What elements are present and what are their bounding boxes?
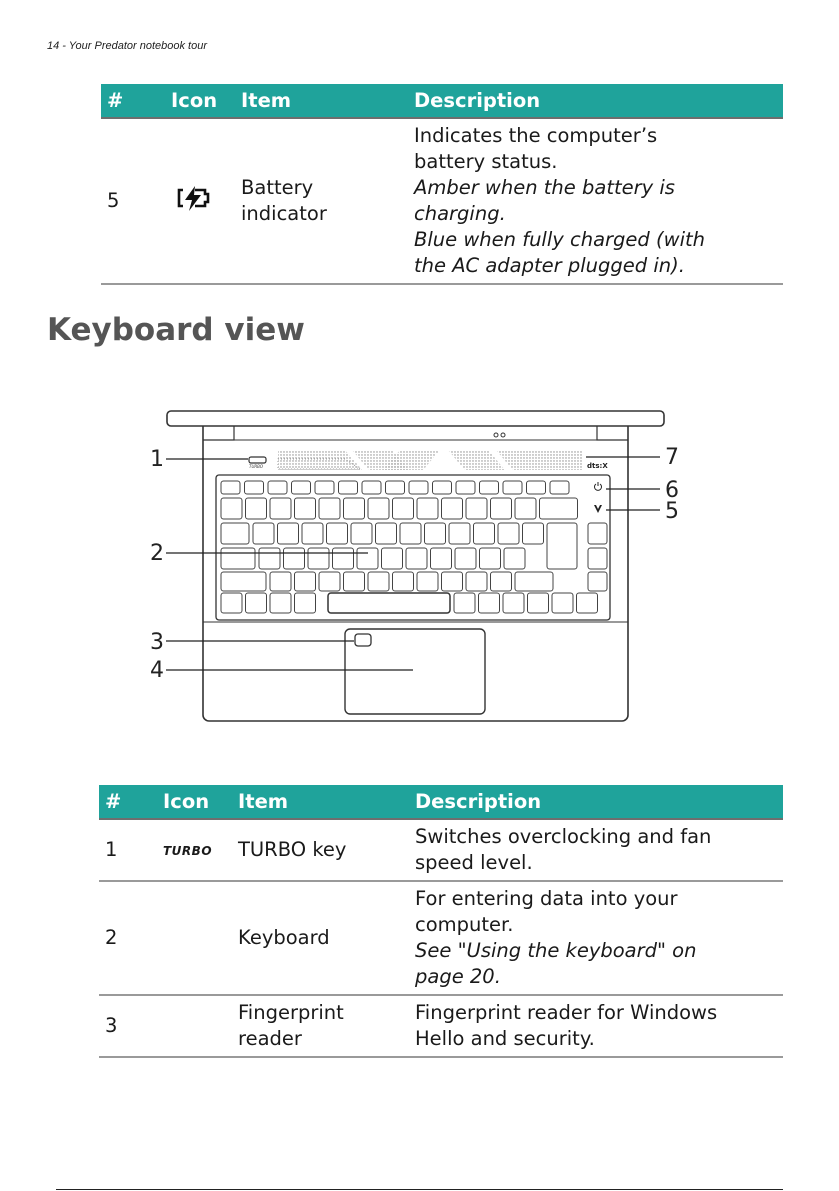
keyboard-key [295, 498, 316, 519]
keyboard-key [270, 572, 291, 591]
predator-logo-icon [594, 505, 602, 513]
battery-charging-icon [165, 118, 235, 284]
row-description [408, 118, 783, 284]
col-description-header: Description [409, 785, 783, 819]
turbo-button-text: TURBO [249, 464, 264, 469]
row-number: 1 [99, 819, 157, 881]
keyboard-key [491, 498, 512, 519]
keyboard-key [433, 481, 452, 494]
desc-note-line: See "Using the keyboard" on [415, 939, 697, 962]
keyboard-key [503, 481, 522, 494]
row-icon [157, 995, 232, 1057]
table-header-row [99, 785, 783, 819]
desc-line: computer. [415, 913, 514, 936]
col-description-header: Description [408, 84, 783, 118]
col-icon-header: Icon [165, 84, 235, 118]
keyboard-key [268, 481, 287, 494]
row-item [235, 118, 408, 284]
keyboard-key [368, 498, 389, 519]
keyboard-key [362, 481, 381, 494]
keyboard-key [504, 548, 525, 569]
keyboard-key [339, 481, 358, 494]
keyboard-key [319, 572, 340, 591]
desc-note-line: the AC adapter plugged in). [414, 254, 685, 277]
keyboard-key [523, 523, 544, 544]
spacebar [328, 593, 450, 613]
keyboard-key [400, 523, 421, 544]
keyboard-key [588, 548, 607, 569]
desc-line: Switches overclocking and fan [415, 825, 712, 848]
speaker-grille-section [448, 450, 505, 470]
keyboard-key [393, 498, 414, 519]
item-line: Fingerprint [238, 1001, 344, 1024]
power-icon [595, 482, 602, 490]
section-title: Keyboard view [47, 312, 305, 348]
keyboard-key [456, 481, 475, 494]
keyboard-key [221, 572, 266, 591]
keyboard-key [480, 481, 499, 494]
row-number: 5 [101, 118, 165, 284]
keyboard-key [351, 523, 372, 544]
keyboard-key [221, 548, 255, 569]
keyboard-key [417, 572, 438, 591]
keyboard-key [221, 593, 242, 613]
desc-line: For entering data into your [415, 887, 678, 910]
keyboard-diagram [130, 400, 690, 730]
keyboard-key [528, 593, 549, 613]
item-line: reader [238, 1027, 302, 1050]
keyboard-key [442, 572, 463, 591]
keyboard-key [466, 498, 487, 519]
keyboard-key [245, 481, 264, 494]
keyboard-key [515, 572, 553, 591]
callout-label-7: 7 [665, 445, 679, 470]
keyboard-key [221, 523, 249, 544]
desc-line: Indicates the computer’s [414, 124, 658, 147]
callout-label-1: 1 [150, 447, 164, 472]
callout-label-2: 2 [150, 541, 164, 566]
row-number: 2 [99, 881, 157, 995]
keyboard-key [344, 572, 365, 591]
keyboard-key [466, 572, 487, 591]
indicator-table [101, 84, 783, 285]
row-item [232, 995, 409, 1057]
dts-logo: dts:X [587, 462, 608, 470]
keyboard-key [382, 548, 403, 569]
laptop-body [203, 426, 628, 721]
keyboard-key [393, 572, 414, 591]
keyboard-key [246, 498, 267, 519]
keyboard-key [270, 498, 291, 519]
keyboard-key [454, 593, 475, 613]
keyboard-key [344, 498, 365, 519]
desc-line: Hello and security. [415, 1027, 595, 1050]
keyboard-key [295, 593, 316, 613]
keyboard-key [333, 548, 354, 569]
callout-label-6: 6 [665, 478, 679, 503]
desc-note-line: Amber when the battery is [414, 176, 675, 199]
keyboard-key [552, 593, 573, 613]
keyboard-key [368, 572, 389, 591]
keyboard-key [588, 572, 607, 591]
turbo-button-shape [249, 457, 266, 463]
keyboard-key [302, 523, 323, 544]
callout-label-4: 4 [150, 658, 164, 683]
keyboard-key [284, 548, 305, 569]
keyboard-key [503, 593, 524, 613]
keyboard-key [357, 548, 378, 569]
desc-note-line: charging. [414, 202, 506, 225]
row-item: Keyboard [232, 881, 409, 995]
keyboard-key [376, 523, 397, 544]
table-row [99, 995, 783, 1057]
keyboard-key [409, 481, 428, 494]
col-number-header: # [101, 84, 165, 118]
col-number-header: # [99, 785, 157, 819]
keyboard-key [259, 548, 280, 569]
keyboard-key [455, 548, 476, 569]
keyboard-key [547, 523, 577, 569]
col-item-header: Item [232, 785, 409, 819]
keyboard-key [278, 523, 299, 544]
keyboard-key [498, 523, 519, 544]
table-header-row [101, 84, 783, 118]
keyboard-key [221, 481, 240, 494]
running-head: 14 - Your Predator notebook tour [47, 40, 208, 52]
item-line: Battery [241, 176, 314, 199]
row-icon [157, 881, 232, 995]
row-description [409, 819, 783, 881]
keyboard-key [479, 593, 500, 613]
keyboard-key [253, 523, 274, 544]
keyboard-key [327, 523, 348, 544]
keyboard-key [515, 498, 536, 519]
touchpad [345, 629, 485, 714]
keyboard-key [270, 593, 291, 613]
desc-line: speed level. [415, 851, 533, 874]
turbo-icon [157, 819, 232, 881]
keyboard-key [292, 481, 311, 494]
keyboard-key [491, 572, 512, 591]
keyboard-key [540, 498, 578, 519]
col-item-header: Item [235, 84, 408, 118]
hinge-mark [501, 433, 505, 437]
keyboard-key [431, 548, 452, 569]
col-icon-header: Icon [157, 785, 232, 819]
desc-note-line: page 20. [415, 965, 501, 988]
keyboard-key [550, 481, 569, 494]
keyboard-key [406, 548, 427, 569]
keyboard-key [449, 523, 470, 544]
keyboard-key [308, 548, 329, 569]
row-description [409, 995, 783, 1057]
speaker-grille-section [278, 450, 362, 470]
speaker-grille-section [496, 450, 582, 470]
keyboard-key [442, 498, 463, 519]
keyboard-key [527, 481, 546, 494]
keyboard-key [319, 498, 340, 519]
fingerprint-reader [355, 634, 371, 646]
lid-edge [167, 411, 664, 426]
desc-line: battery status. [414, 150, 558, 173]
footer-rule [56, 1189, 783, 1190]
turbo-icon-text: TURBO [163, 844, 213, 858]
row-number: 3 [99, 995, 157, 1057]
item-line: indicator [241, 202, 327, 225]
keyboard-key [480, 548, 501, 569]
keyboard-key [588, 523, 607, 544]
row-item: TURBO key [232, 819, 409, 881]
keyboard-key [386, 481, 405, 494]
keyboard-key [295, 572, 316, 591]
desc-line: Fingerprint reader for Windows [415, 1001, 718, 1024]
hinge-mark [494, 433, 498, 437]
desc-note-line: Blue when fully charged (with [414, 228, 705, 251]
speaker-grilles [278, 450, 582, 470]
row-description [409, 881, 783, 995]
keyboard-key [315, 481, 334, 494]
keyboard-key [425, 523, 446, 544]
keyboard-key [417, 498, 438, 519]
keyboard-key [577, 593, 598, 613]
keyboard-key [221, 498, 242, 519]
keyboard-key [246, 593, 267, 613]
keyboard-key [474, 523, 495, 544]
table-row [99, 881, 783, 995]
table-row [99, 819, 783, 881]
callout-label-3: 3 [150, 630, 164, 655]
table-row [101, 118, 783, 284]
keyboard-view-table [99, 785, 783, 1058]
callout-label-5: 5 [665, 499, 679, 524]
